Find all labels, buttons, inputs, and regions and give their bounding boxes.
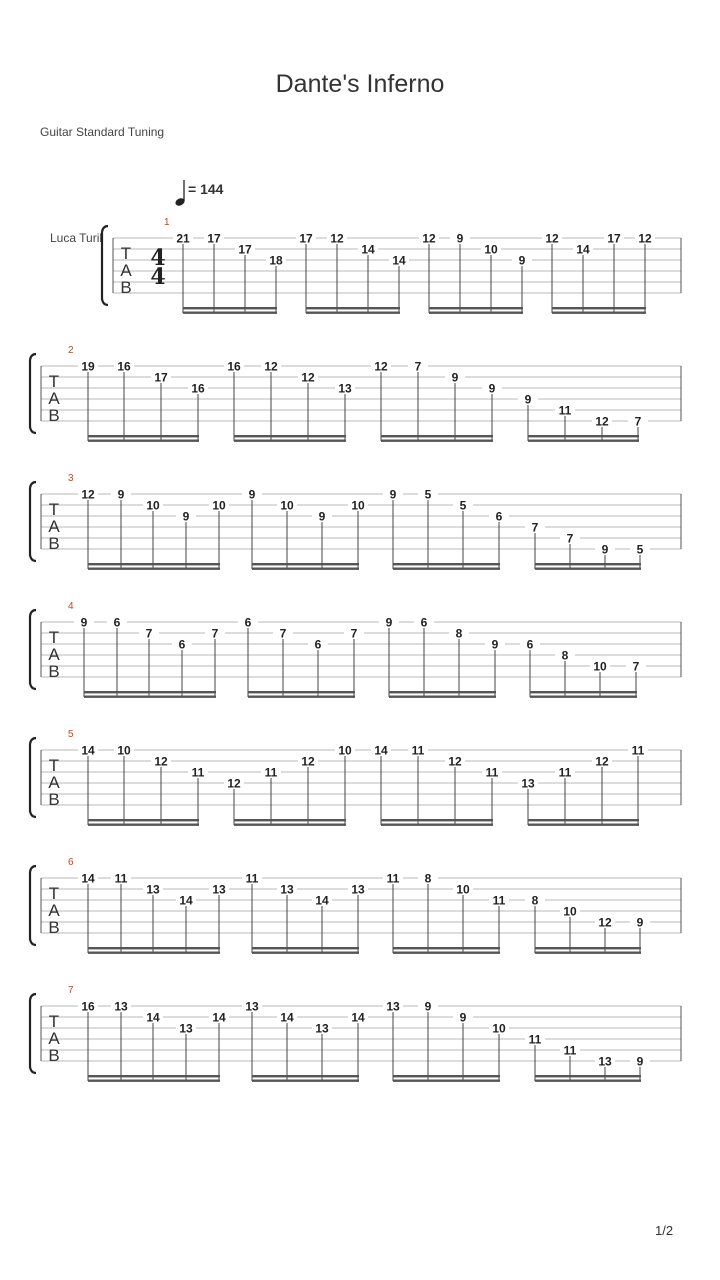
fret-number: 19	[81, 359, 95, 374]
tab-system	[102, 217, 681, 314]
beam-line	[528, 824, 639, 826]
beam-line	[88, 563, 220, 565]
measure-number: 2	[68, 345, 74, 356]
fret-number: 8	[455, 626, 463, 641]
tab-system	[30, 601, 681, 698]
fret-number: 12	[422, 231, 436, 246]
system-bracket	[30, 482, 36, 561]
score-title: Dante's Inferno	[275, 70, 445, 98]
beam-line	[535, 563, 641, 565]
beam-group	[78, 488, 229, 570]
beam-group	[242, 488, 368, 570]
fret-number: 9	[601, 542, 609, 557]
system-bracket	[30, 866, 36, 945]
beam-group	[242, 1000, 368, 1082]
fret-number: 9	[491, 637, 499, 652]
beam-group	[520, 638, 646, 698]
fret-number: 10	[492, 1021, 506, 1036]
fret-number: 14	[361, 242, 375, 257]
track-name: Luca Turil	[50, 231, 103, 245]
fret-number: 6	[314, 637, 322, 652]
fret-number: 12	[330, 231, 344, 246]
fret-number: 10	[593, 659, 607, 674]
beam-line	[528, 440, 639, 442]
beam-line	[535, 568, 641, 570]
time-signature-denominator: 4	[150, 264, 166, 290]
fret-number: 12	[81, 487, 95, 502]
tab-clef-letter: T	[48, 500, 60, 519]
beam-line	[389, 696, 496, 698]
beam-line	[252, 947, 359, 949]
beam-line	[530, 691, 637, 693]
tab-system	[30, 729, 681, 826]
fret-number: 10	[280, 498, 294, 513]
fret-number: 14	[81, 743, 95, 758]
beam-line	[381, 435, 493, 437]
fret-number: 13	[212, 882, 226, 897]
fret-number: 12	[595, 754, 609, 769]
fret-number: 7	[211, 626, 219, 641]
fret-number: 9	[518, 253, 526, 268]
fret-number: 16	[191, 381, 205, 396]
beam-group	[78, 1000, 229, 1082]
beam-line	[429, 312, 523, 314]
beam-line	[535, 952, 641, 954]
fret-number: 9	[451, 370, 459, 385]
beam-group	[383, 488, 509, 570]
fret-number: 13	[146, 882, 160, 897]
tab-clef-letter: B	[48, 406, 60, 425]
fret-number: 13	[521, 776, 535, 791]
tab-system	[30, 345, 681, 442]
fret-number: 9	[524, 392, 532, 407]
measure-number: 3	[68, 473, 74, 484]
fret-number: 6	[178, 637, 186, 652]
fret-number: 16	[81, 999, 95, 1014]
fret-number: 7	[414, 359, 422, 374]
fret-number: 10	[212, 498, 226, 513]
tab-clef-letter: T	[48, 756, 60, 775]
beam-group	[224, 744, 355, 826]
fret-number: 12	[374, 359, 388, 374]
beam-group	[525, 1033, 650, 1082]
fret-number: 12	[154, 754, 168, 769]
fret-number: 14	[280, 1010, 294, 1025]
fret-number: 16	[227, 359, 241, 374]
tab-clef-letter: A	[48, 1029, 60, 1048]
fret-number: 11	[558, 765, 572, 780]
tab-clef-letter: T	[48, 372, 60, 391]
beam-line	[183, 312, 277, 314]
fret-number: 14	[81, 871, 95, 886]
beam-line	[84, 691, 216, 693]
fret-number: 14	[351, 1010, 365, 1025]
beam-line	[234, 440, 346, 442]
beam-line	[88, 1080, 220, 1082]
beam-group	[74, 616, 225, 698]
beam-group	[242, 872, 368, 954]
beam-line	[252, 952, 359, 954]
fret-number: 11	[245, 871, 259, 886]
fret-number: 6	[113, 615, 121, 630]
tab-clef-letter: B	[48, 662, 60, 681]
fret-number: 9	[80, 615, 88, 630]
fret-number: 14	[212, 1010, 226, 1025]
measure-number: 6	[68, 857, 74, 868]
beam-group	[525, 521, 650, 570]
beam-line	[393, 1075, 500, 1077]
beam-line	[88, 952, 220, 954]
fret-number: 8	[424, 871, 432, 886]
fret-number: 17	[238, 242, 252, 257]
fret-number: 11	[492, 893, 506, 908]
beam-line	[535, 947, 641, 949]
system-bracket	[30, 610, 36, 689]
system-bracket	[30, 354, 36, 433]
fret-number: 9	[117, 487, 125, 502]
fret-number: 6	[420, 615, 428, 630]
beam-line	[552, 312, 646, 314]
tab-clef-letter: A	[48, 389, 60, 408]
fret-number: 12	[301, 370, 315, 385]
fret-number: 17	[607, 231, 621, 246]
fret-number: 11	[528, 1032, 542, 1047]
fret-number: 12	[598, 915, 612, 930]
measure-number: 4	[68, 601, 74, 612]
beam-group	[419, 232, 532, 314]
tab-clef-letter: T	[48, 884, 60, 903]
fret-number: 13	[245, 999, 259, 1014]
fret-number: 10	[338, 743, 352, 758]
fret-number: 8	[561, 648, 569, 663]
fret-number: 10	[563, 904, 577, 919]
fret-number: 13	[386, 999, 400, 1014]
measure-number: 1	[164, 217, 170, 228]
fret-number: 9	[182, 509, 190, 524]
beam-group	[173, 232, 286, 314]
fret-number: 14	[315, 893, 329, 908]
beam-line	[552, 307, 646, 309]
beam-group	[224, 360, 355, 442]
fret-number: 6	[244, 615, 252, 630]
beam-line	[381, 819, 493, 821]
fret-number: 12	[448, 754, 462, 769]
fret-number: 21	[176, 231, 190, 246]
fret-number: 18	[269, 253, 283, 268]
fret-number: 5	[459, 498, 467, 513]
fret-number: 14	[374, 743, 388, 758]
fret-number: 14	[576, 242, 590, 257]
fret-number: 11	[558, 403, 572, 418]
fret-number: 9	[385, 615, 393, 630]
beam-line	[393, 563, 500, 565]
measure-number: 5	[68, 729, 74, 740]
tuning-label: Guitar Standard Tuning	[40, 125, 165, 139]
beam-line	[248, 696, 355, 698]
beam-line	[252, 563, 359, 565]
fret-number: 12	[227, 776, 241, 791]
fret-number: 14	[146, 1010, 160, 1025]
fret-number: 9	[488, 381, 496, 396]
fret-number: 7	[634, 414, 642, 429]
beam-line	[248, 691, 355, 693]
fret-number: 6	[526, 637, 534, 652]
fret-number: 11	[485, 765, 499, 780]
fret-number: 7	[279, 626, 287, 641]
tab-clef-letter: A	[48, 773, 60, 792]
fret-number: 17	[299, 231, 313, 246]
tab-system	[30, 473, 681, 570]
fret-number: 10	[146, 498, 160, 513]
beam-line	[429, 307, 523, 309]
fret-number: 11	[631, 743, 645, 758]
beam-group	[518, 744, 648, 826]
fret-number: 13	[280, 882, 294, 897]
fret-number: 9	[636, 1054, 644, 1069]
fret-number: 11	[264, 765, 278, 780]
system-bracket	[30, 738, 36, 817]
beam-line	[88, 1075, 220, 1077]
fret-number: 13	[598, 1054, 612, 1069]
tab-clef-letter: A	[48, 901, 60, 920]
beam-group	[518, 393, 648, 442]
system-bracket	[30, 994, 36, 1073]
fret-number: 17	[207, 231, 221, 246]
beam-line	[88, 947, 220, 949]
beam-line	[234, 819, 346, 821]
beam-line	[530, 696, 637, 698]
beam-line	[252, 1075, 359, 1077]
beam-group	[383, 1000, 509, 1082]
fret-number: 12	[301, 754, 315, 769]
beam-group	[238, 616, 364, 698]
tab-clef-letter: B	[48, 790, 60, 809]
fret-number: 12	[638, 231, 652, 246]
fret-number: 8	[531, 893, 539, 908]
tab-system	[30, 857, 681, 954]
beam-line	[535, 1075, 641, 1077]
tab-system	[30, 985, 681, 1082]
fret-number: 5	[424, 487, 432, 502]
beam-group	[371, 360, 502, 442]
fret-number: 11	[563, 1043, 577, 1058]
fret-number: 9	[318, 509, 326, 524]
beam-line	[393, 952, 500, 954]
fret-number: 12	[545, 231, 559, 246]
fret-number: 13	[338, 381, 352, 396]
fret-number: 10	[117, 743, 131, 758]
beam-line	[234, 435, 346, 437]
beam-line	[88, 435, 199, 437]
beam-line	[535, 1080, 641, 1082]
beam-group	[78, 360, 208, 442]
fret-number: 12	[595, 414, 609, 429]
tab-clef-letter: A	[48, 517, 60, 536]
tab-clef-letter: A	[120, 261, 132, 280]
fret-number: 7	[566, 531, 574, 546]
fret-number: 12	[264, 359, 278, 374]
fret-number: 10	[351, 498, 365, 513]
beam-line	[252, 568, 359, 570]
beam-line	[528, 819, 639, 821]
beam-line	[88, 568, 220, 570]
beam-group	[78, 872, 229, 954]
beam-line	[393, 947, 500, 949]
page-number: 1/2	[655, 1223, 674, 1238]
fret-number: 7	[145, 626, 153, 641]
fret-number: 11	[191, 765, 205, 780]
beam-line	[88, 819, 199, 821]
fret-number: 9	[389, 487, 397, 502]
fret-number: 13	[179, 1021, 193, 1036]
fret-number: 16	[117, 359, 131, 374]
tab-clef-letter: T	[120, 244, 132, 263]
tab-clef-letter: B	[48, 534, 60, 553]
fret-number: 10	[484, 242, 498, 257]
tab-clef-letter: B	[48, 1046, 60, 1065]
beam-group	[525, 894, 650, 954]
beam-group	[371, 744, 502, 826]
beam-group	[379, 616, 505, 698]
tab-clef-letter: T	[48, 628, 60, 647]
tempo-value: = 144	[188, 181, 224, 197]
measure-number: 7	[68, 985, 74, 996]
beam-line	[393, 1080, 500, 1082]
beam-line	[306, 312, 400, 314]
fret-number: 14	[179, 893, 193, 908]
tab-clef-letter: A	[48, 645, 60, 664]
fret-number: 9	[456, 231, 464, 246]
beam-line	[381, 824, 493, 826]
fret-number: 6	[495, 509, 503, 524]
tab-clef-letter: B	[48, 918, 60, 937]
tab-clef-letter: B	[120, 278, 132, 297]
beam-line	[306, 307, 400, 309]
system-bracket	[102, 226, 108, 305]
beam-line	[183, 307, 277, 309]
beam-line	[234, 824, 346, 826]
fret-number: 10	[456, 882, 470, 897]
beam-line	[88, 824, 199, 826]
fret-number: 13	[351, 882, 365, 897]
fret-number: 11	[114, 871, 128, 886]
fret-number: 11	[411, 743, 425, 758]
fret-number: 7	[531, 520, 539, 535]
fret-number: 9	[636, 915, 644, 930]
beam-line	[381, 440, 493, 442]
beam-line	[84, 696, 216, 698]
beam-line	[393, 568, 500, 570]
fret-number: 13	[315, 1021, 329, 1036]
time-signature-numerator: 4	[150, 245, 166, 271]
tab-clef-letter: T	[48, 1012, 60, 1031]
beam-group	[383, 872, 509, 954]
fret-number: 17	[154, 370, 168, 385]
fret-number: 9	[248, 487, 256, 502]
beam-line	[252, 1080, 359, 1082]
beam-group	[78, 744, 208, 826]
beam-line	[88, 440, 199, 442]
beam-group	[542, 232, 655, 314]
fret-number: 13	[114, 999, 128, 1014]
fret-number: 9	[424, 999, 432, 1014]
fret-number: 7	[350, 626, 358, 641]
beam-line	[528, 435, 639, 437]
beam-group	[296, 232, 409, 314]
fret-number: 5	[636, 542, 644, 557]
fret-number: 14	[392, 253, 406, 268]
fret-number: 9	[459, 1010, 467, 1025]
fret-number: 7	[632, 659, 640, 674]
beam-line	[389, 691, 496, 693]
fret-number: 11	[386, 871, 400, 886]
